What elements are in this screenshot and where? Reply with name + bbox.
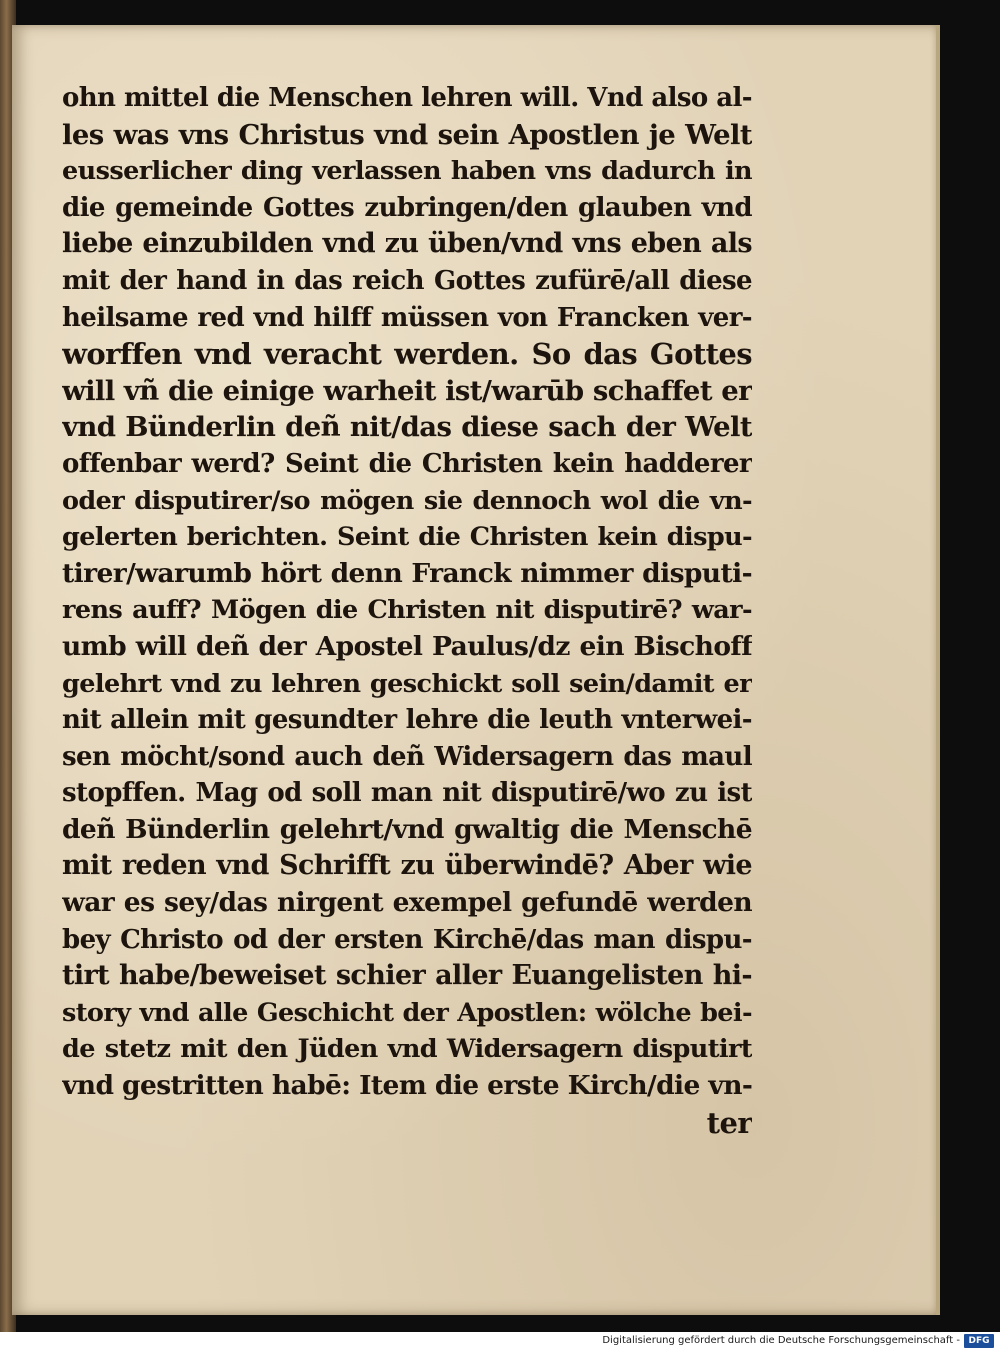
text-line: deñ Bünderlin gelehrt/vnd gwaltig die Menschē: [62, 813, 752, 845]
text-line: oder disputirer/so mögen sie dennoch wol die vn-: [62, 485, 752, 516]
page-text-block: [62, 80, 752, 1141]
page-edge: [936, 25, 940, 1315]
text-line: liebe einzubilden vnd zu üben/vnd vns eben als: [62, 228, 752, 260]
dfg-logo[interactable]: DFG: [964, 1334, 994, 1348]
text-line: gelehrt vnd zu lehren geschickt soll sein/damit er: [62, 668, 752, 699]
text-line: mit der hand in das reich Gottes zufürē/all diese: [62, 265, 752, 296]
text-line: worffen vnd veracht werden. So das Gottes: [62, 337, 752, 372]
text-line: rens auff? Mögen die Christen nit disputirē? war-: [62, 595, 752, 626]
text-line: war es sey/das nirgent exempel gefundē werden: [62, 887, 752, 919]
text-line: nit allein mit gesundter lehre die leuth vnterwei-: [62, 705, 752, 736]
text-line: de stetz mit den Jüden vnd Widersagern disputirt: [62, 1034, 752, 1065]
text-line: les was vns Christus vnd sein Apostlen je Welt: [62, 118, 752, 151]
text-line: vnd Bünderlin deñ nit/das diese sach der Welt: [62, 411, 752, 444]
text-line: story vnd alle Geschicht der Apostlen: wölche bei-: [62, 997, 752, 1028]
text-line: eusserlicher ding verlassen haben vns dadurch in: [62, 156, 752, 187]
text-line: heilsame red vnd hilff müssen von Francken ver-: [62, 302, 752, 333]
footer-credit: Digitalisierung gefördert durch die Deutsche Forschungsgemeinschaft -: [602, 1335, 960, 1346]
digitization-footer: [0, 1332, 1000, 1352]
text-line: bey Christo od der ersten Kirchē/das man dispu-: [62, 924, 752, 955]
text-line: ohn mittel die Menschen lehren will. Vnd also al-: [62, 83, 752, 113]
text-line: vnd gestritten habē: Item die erste Kirch/die vn-: [62, 1070, 752, 1102]
catchword: ter: [706, 1105, 752, 1140]
text-line: umb will deñ der Apostel Paulus/dz ein Bischoff: [62, 630, 752, 662]
text-line: tirer/warumb hört denn Franck nimmer disputi-: [62, 557, 752, 589]
text-line: mit reden vnd Schrifft zu überwindē? Aber wie: [62, 850, 752, 882]
text-line: stopffen. Mag od soll man nit disputirē/wo zu ist: [62, 778, 752, 809]
text-line: sen möcht/sond auch deñ Widersagern das maul: [62, 741, 752, 772]
text-line: offenbar werd? Seint die Christen kein hadderer: [62, 448, 752, 479]
text-line: die gemeinde Gottes zubringen/den glauben vnd: [62, 192, 752, 223]
text-line: will vñ die einige warheit ist/warūb schaffet er: [62, 374, 752, 407]
text-line: tirt habe/beweiset schier aller Euangelisten hi-: [62, 960, 752, 992]
text-line: gelerten berichten. Seint die Christen kein dispu-: [62, 522, 752, 553]
